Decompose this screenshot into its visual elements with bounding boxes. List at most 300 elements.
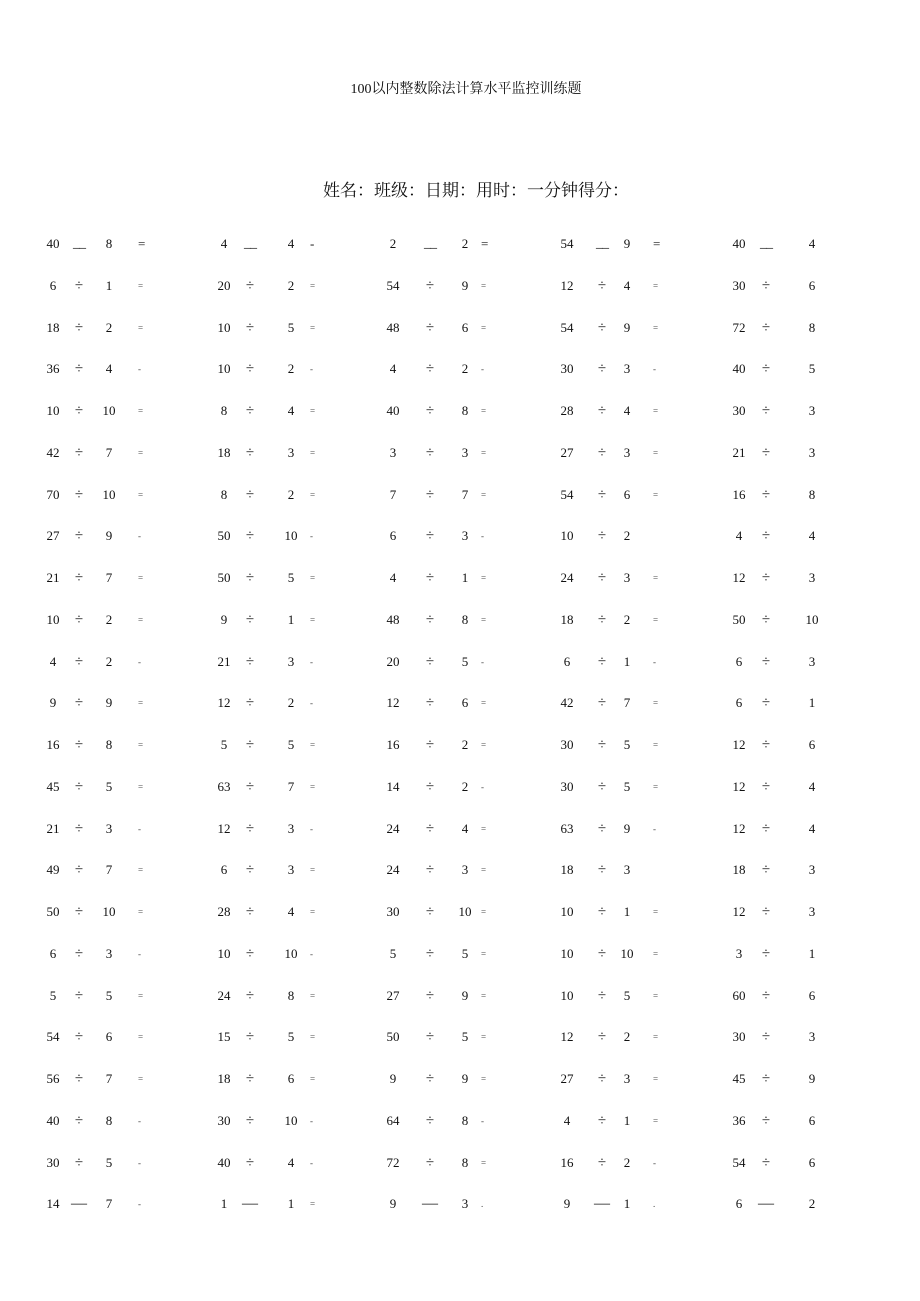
dividend: 12 xyxy=(732,904,746,919)
division-sign: ÷ xyxy=(761,486,771,503)
divisor: 6 xyxy=(808,277,816,293)
equals-sign: = xyxy=(138,1032,144,1043)
dividend: 4 xyxy=(389,570,397,585)
divisor: 1 xyxy=(623,904,631,919)
equals-sign: = xyxy=(310,406,316,416)
equals-sign: - xyxy=(138,1199,141,1210)
equals-sign: = xyxy=(138,236,146,251)
dividend: 27 xyxy=(560,1071,574,1086)
dividend: 6 xyxy=(735,1196,743,1212)
equals-sign: = xyxy=(653,907,659,917)
divisor: 3 xyxy=(623,862,631,878)
dividend: 5 xyxy=(220,737,228,752)
divisor: 5 xyxy=(105,1154,113,1170)
division-sign: ÷ xyxy=(245,862,255,879)
division-sign: ÷ xyxy=(597,820,607,837)
division-sign: ÷ xyxy=(245,528,255,545)
equals-sign: = xyxy=(481,322,487,333)
division-sign: ÷ xyxy=(245,695,255,712)
equals-sign: = xyxy=(310,447,316,458)
division-sign: ÷ xyxy=(245,945,255,962)
divisor: 9 xyxy=(105,528,113,544)
equals-sign: = xyxy=(481,614,487,625)
divisor: 8 xyxy=(461,1154,469,1170)
dividend: 50 xyxy=(46,904,60,919)
dividend: 48 xyxy=(386,611,400,627)
division-sign: ÷ xyxy=(425,277,435,294)
divisor: 8 xyxy=(461,403,469,418)
dividend: 12 xyxy=(560,1029,574,1045)
equals-sign: = xyxy=(310,489,316,500)
equals-sign: = xyxy=(653,614,659,625)
division-sign: ÷ xyxy=(597,361,607,378)
divisor: 5 xyxy=(461,945,469,961)
dividend: 28 xyxy=(560,403,574,418)
dividend: 27 xyxy=(560,444,574,460)
dividend: 30 xyxy=(46,1154,60,1170)
dividend: 40 xyxy=(46,1112,60,1128)
dividend: 42 xyxy=(560,695,574,711)
equals-sign: = xyxy=(653,322,659,333)
dividend: 50 xyxy=(386,1029,400,1045)
divisor: 5 xyxy=(808,361,816,377)
dividend: 8 xyxy=(220,403,228,418)
dividend: 18 xyxy=(217,444,231,460)
division-sign: ÷ xyxy=(245,1029,255,1046)
divisor: 9 xyxy=(623,236,631,251)
equals-sign: = xyxy=(481,1157,487,1168)
division-sign: ÷ xyxy=(597,486,607,503)
division-sign: __ xyxy=(244,236,256,251)
equals-sign: - xyxy=(310,531,313,542)
dividend: 18 xyxy=(732,862,746,878)
equals-sign: = xyxy=(138,865,144,876)
divisor: 6 xyxy=(808,1154,816,1170)
division-sign: ÷ xyxy=(74,277,84,294)
division-sign: ÷ xyxy=(425,862,435,879)
division-sign: ÷ xyxy=(761,778,771,795)
divisor: 5 xyxy=(105,778,113,794)
dividend: 20 xyxy=(217,277,231,293)
division-sign: ÷ xyxy=(761,361,771,378)
equals-sign: = xyxy=(481,698,487,709)
dividend: 54 xyxy=(560,319,574,335)
dividend: 6 xyxy=(735,695,743,711)
equals-sign: = xyxy=(310,865,316,876)
dividend: 6 xyxy=(220,862,228,878)
divisor: 6 xyxy=(808,737,816,752)
divisor: 3 xyxy=(623,444,631,460)
dividend: 9 xyxy=(389,1196,397,1212)
divisor: 4 xyxy=(287,1154,295,1170)
equals-sign: - xyxy=(653,1157,656,1168)
equals-sign: - xyxy=(310,823,313,834)
dividend: 45 xyxy=(732,1071,746,1086)
equals-sign: = xyxy=(653,406,659,416)
dividend: 27 xyxy=(386,987,400,1003)
divisor: 10 xyxy=(102,403,116,418)
division-sign: ÷ xyxy=(245,1112,255,1129)
equals-sign: = xyxy=(481,489,487,500)
division-sign: ÷ xyxy=(245,277,255,294)
equals-sign: - xyxy=(481,1115,484,1126)
division-sign: ÷ xyxy=(245,778,255,795)
division-sign: ÷ xyxy=(597,904,607,920)
equals-sign: = xyxy=(310,1074,316,1084)
division-sign: ÷ xyxy=(425,1112,435,1129)
divisor: 3 xyxy=(808,904,816,919)
dividend: 14 xyxy=(386,778,400,794)
dividend: 8 xyxy=(220,486,228,502)
divisor: 3 xyxy=(461,1196,469,1212)
dividend: 70 xyxy=(46,486,60,502)
equals-sign: = xyxy=(653,698,659,709)
page-title: 100以内整数除法计算水平监控训练题 xyxy=(350,82,582,97)
division-sign: ÷ xyxy=(74,1112,84,1129)
equals-sign: - xyxy=(481,781,484,792)
dividend: 30 xyxy=(560,737,574,752)
division-sign: ÷ xyxy=(761,945,771,962)
division-sign: ÷ xyxy=(425,444,435,461)
divisor: 6 xyxy=(808,1112,816,1128)
divisor: 6 xyxy=(808,987,816,1003)
division-sign: ÷ xyxy=(74,945,84,962)
division-sign: ÷ xyxy=(74,653,84,670)
divisor: 3 xyxy=(808,444,816,460)
equals-sign: = xyxy=(310,322,316,333)
dividend: 18 xyxy=(560,611,574,627)
dividend: 48 xyxy=(386,319,400,335)
equals-sign: - xyxy=(138,531,141,542)
divisor: 1 xyxy=(287,611,295,627)
equals-sign: - xyxy=(310,364,313,375)
dividend: 12 xyxy=(732,737,746,752)
dividend: 21 xyxy=(732,444,746,460)
dividend: 6 xyxy=(49,945,57,961)
dividend: 9 xyxy=(220,611,228,627)
equals-sign: - xyxy=(481,531,484,542)
divisor: 1 xyxy=(105,277,113,293)
divisor: 10 xyxy=(458,904,472,919)
division-sign: ÷ xyxy=(761,1112,771,1129)
division-sign: ÷ xyxy=(245,653,255,670)
dividend: 50 xyxy=(217,570,231,585)
equals-sign: = xyxy=(138,781,144,792)
divisor: 1 xyxy=(808,945,816,961)
equals-sign: = xyxy=(138,614,144,625)
equals-sign: = xyxy=(481,907,487,917)
dividend: 12 xyxy=(217,695,231,711)
equals-sign: - xyxy=(310,236,315,251)
division-sign: ÷ xyxy=(74,1071,84,1087)
divisor: 4 xyxy=(808,820,816,836)
dividend: 40 xyxy=(732,361,746,377)
division-sign: ÷ xyxy=(761,1071,771,1087)
division-sign: ÷ xyxy=(761,862,771,879)
divisor: 7 xyxy=(623,695,631,711)
divisor: 4 xyxy=(105,361,113,377)
equals-sign: = xyxy=(310,280,316,291)
equals-sign: - xyxy=(138,1157,141,1168)
division-sign: __ xyxy=(424,236,436,251)
divisor: 5 xyxy=(623,737,631,752)
division-sign: ÷ xyxy=(761,695,771,712)
division-sign: ÷ xyxy=(597,277,607,294)
division-sign: ÷ xyxy=(761,277,771,294)
dividend: 24 xyxy=(560,570,574,585)
divisor: 1 xyxy=(623,1112,631,1128)
divisor: 5 xyxy=(461,1029,469,1045)
division-sign: ÷ xyxy=(74,778,84,795)
dividend: 4 xyxy=(735,528,743,544)
equals-sign: = xyxy=(653,948,659,959)
division-sign: ÷ xyxy=(74,444,84,461)
divisor: 2 xyxy=(461,236,469,251)
divisor: 9 xyxy=(808,1071,816,1086)
equals-sign: - xyxy=(310,1115,313,1126)
divisor: 3 xyxy=(287,653,295,669)
divisor: 2 xyxy=(461,737,469,752)
divisor: 8 xyxy=(808,486,816,502)
division-sign: ÷ xyxy=(597,319,607,336)
division-sign: ÷ xyxy=(425,820,435,837)
divisor: 3 xyxy=(105,820,113,836)
dividend: 9 xyxy=(49,695,57,711)
dividend: 16 xyxy=(732,486,746,502)
division-sign: ÷ xyxy=(597,653,607,670)
division-sign: ÷ xyxy=(425,695,435,712)
dividend: 30 xyxy=(217,1112,231,1128)
divisor: 10 xyxy=(620,945,634,961)
divisor: 3 xyxy=(808,862,816,878)
dividend: 40 xyxy=(386,403,400,418)
divisor: 5 xyxy=(623,987,631,1003)
division-sign: ÷ xyxy=(597,778,607,795)
divisor: 10 xyxy=(284,1112,298,1128)
equals-sign: = xyxy=(481,1074,487,1084)
division-sign: ÷ xyxy=(425,653,435,670)
division-sign: ÷ xyxy=(245,570,255,586)
dividend: 40 xyxy=(46,236,60,251)
division-sign: ÷ xyxy=(245,611,255,628)
divisor: 3 xyxy=(623,570,631,585)
divisor: 1 xyxy=(287,1196,295,1212)
equals-sign: = xyxy=(310,990,316,1001)
equals-sign: - xyxy=(138,656,141,667)
equals-sign: = xyxy=(310,1032,316,1043)
divisor: 5 xyxy=(623,778,631,794)
dividend: 21 xyxy=(46,570,60,585)
divisor: 2 xyxy=(461,361,469,377)
divisor: 3 xyxy=(105,945,113,961)
dividend: 54 xyxy=(560,236,574,251)
equals-sign: - xyxy=(310,698,313,709)
dividend: 6 xyxy=(49,277,57,293)
division-sign: ÷ xyxy=(74,1029,84,1046)
equals-sign: = xyxy=(138,322,144,333)
dividend: 50 xyxy=(217,528,231,544)
division-sign: ÷ xyxy=(74,319,84,336)
division-sign: ÷ xyxy=(761,1029,771,1046)
division-sign: ÷ xyxy=(245,444,255,461)
divisor: 8 xyxy=(287,987,295,1003)
equals-sign: = xyxy=(481,236,489,251)
equals-sign: = xyxy=(310,907,316,917)
equals-sign: = xyxy=(653,236,661,251)
dividend: 5 xyxy=(49,987,57,1003)
dividend: 72 xyxy=(386,1154,400,1170)
divisor: 2 xyxy=(287,277,295,293)
division-sign: ÷ xyxy=(245,904,255,920)
divisor: 5 xyxy=(105,987,113,1003)
dividend: 7 xyxy=(389,486,397,502)
dividend: 12 xyxy=(732,570,746,585)
division-sign: ÷ xyxy=(761,987,771,1004)
dividend: 27 xyxy=(46,528,60,544)
divisor: 10 xyxy=(805,611,819,627)
divisor: 7 xyxy=(287,778,295,794)
divisor: 4 xyxy=(287,904,295,919)
divisor: 8 xyxy=(105,1112,113,1128)
dividend: 16 xyxy=(386,737,400,752)
division-sign: ÷ xyxy=(74,528,84,545)
dividend: 10 xyxy=(560,904,574,919)
equals-sign: = xyxy=(310,740,316,750)
dividend: 45 xyxy=(46,778,60,794)
divisor: 3 xyxy=(623,361,631,377)
divisor: 6 xyxy=(287,1071,295,1086)
dividend: 64 xyxy=(386,1112,400,1128)
division-sign: ÷ xyxy=(597,1154,607,1171)
division-sign: ÷ xyxy=(761,1154,771,1171)
division-sign: ÷ xyxy=(425,1154,435,1171)
divisor: 4 xyxy=(287,236,295,251)
divisor: 3 xyxy=(461,528,469,544)
division-sign: ÷ xyxy=(245,987,255,1004)
dividend: 30 xyxy=(560,778,574,794)
divisor: 2 xyxy=(461,778,469,794)
division-sign: ÷ xyxy=(74,695,84,712)
division-sign: ÷ xyxy=(425,486,435,503)
dividend: 50 xyxy=(732,611,746,627)
equals-sign: = xyxy=(138,698,144,709)
divisor: 8 xyxy=(461,1112,469,1128)
dividend: 9 xyxy=(389,1071,397,1086)
divisor: 9 xyxy=(461,1071,469,1086)
equals-sign: = xyxy=(481,865,487,876)
dividend: 30 xyxy=(732,277,746,293)
divisor: 1 xyxy=(808,695,816,711)
dividend: 16 xyxy=(560,1154,574,1170)
divisor: 2 xyxy=(808,1196,816,1212)
division-sign: ÷ xyxy=(425,361,435,378)
division-sign: ÷ xyxy=(761,904,771,920)
division-sign: ÷ xyxy=(597,528,607,545)
equals-sign: = xyxy=(138,406,144,416)
dividend: 40 xyxy=(732,236,746,251)
dividend: 12 xyxy=(732,820,746,836)
dividend: 24 xyxy=(386,862,400,878)
divisor: 2 xyxy=(623,611,631,627)
division-sign: ÷ xyxy=(425,1071,435,1087)
divisor: 5 xyxy=(287,1029,295,1045)
divisor: 2 xyxy=(105,611,113,627)
division-sign: ÷ xyxy=(245,361,255,378)
dividend: 10 xyxy=(560,528,574,544)
division-sign: ÷ xyxy=(597,1029,607,1046)
division-sign: ÷ xyxy=(245,737,255,753)
student-info-line: 姓名：班级：日期：用时：一分钟得分： xyxy=(323,181,629,200)
divisor: 6 xyxy=(105,1029,113,1045)
divisor: 3 xyxy=(623,1071,631,1086)
divisor: 6 xyxy=(623,486,631,502)
equals-sign: - xyxy=(138,948,141,959)
equals-sign: = xyxy=(310,1199,316,1210)
division-sign: ÷ xyxy=(74,820,84,837)
divisor: 2 xyxy=(623,1029,631,1045)
equals-sign: - xyxy=(138,1115,141,1126)
dividend: 24 xyxy=(386,820,400,836)
dividend: 36 xyxy=(46,361,60,377)
division-sign: ÷ xyxy=(74,987,84,1004)
division-sign: ÷ xyxy=(74,486,84,503)
divisor: 4 xyxy=(287,403,295,418)
dividend: 18 xyxy=(560,862,574,878)
division-sign: ÷ xyxy=(74,904,84,920)
dividend: 54 xyxy=(560,486,574,502)
dividend: 20 xyxy=(386,653,400,669)
equals-sign: = xyxy=(138,489,144,500)
equals-sign: = xyxy=(653,280,659,291)
equals-sign: = xyxy=(138,447,144,458)
dividend: 49 xyxy=(46,862,60,878)
dividend: 10 xyxy=(46,611,60,627)
dividend: 3 xyxy=(389,444,397,460)
division-sign: — xyxy=(422,1195,438,1213)
dividend: 10 xyxy=(560,987,574,1003)
equals-sign: = xyxy=(653,740,659,750)
division-sign: ÷ xyxy=(425,778,435,795)
equals-sign: - xyxy=(310,1157,313,1168)
dividend: 30 xyxy=(386,904,400,919)
division-sign: ÷ xyxy=(597,737,607,753)
dividend: 12 xyxy=(217,820,231,836)
divisor: 8 xyxy=(461,611,469,627)
equals-sign: = xyxy=(653,573,659,583)
dividend: 4 xyxy=(49,653,57,669)
division-sign: ÷ xyxy=(597,945,607,962)
equals-sign: = xyxy=(653,1115,659,1126)
division-sign: ÷ xyxy=(597,1112,607,1129)
dividend: 12 xyxy=(386,695,400,711)
divisor: 2 xyxy=(623,1154,631,1170)
divisor: 2 xyxy=(287,361,295,377)
equals-sign: - xyxy=(310,948,313,959)
dividend: 21 xyxy=(217,653,231,669)
dividend: 54 xyxy=(46,1029,60,1045)
division-sign: ÷ xyxy=(74,403,84,419)
division-sign: ÷ xyxy=(597,695,607,712)
equals-sign: = xyxy=(481,990,487,1001)
equals-sign: - xyxy=(310,656,313,667)
divisor: 1 xyxy=(623,653,631,669)
dividend: 10 xyxy=(217,319,231,335)
divisor: 9 xyxy=(623,820,631,836)
equals-sign: = xyxy=(138,740,144,750)
dividend: 56 xyxy=(46,1071,60,1086)
divisor: 10 xyxy=(284,945,298,961)
division-sign: ÷ xyxy=(245,1154,255,1171)
